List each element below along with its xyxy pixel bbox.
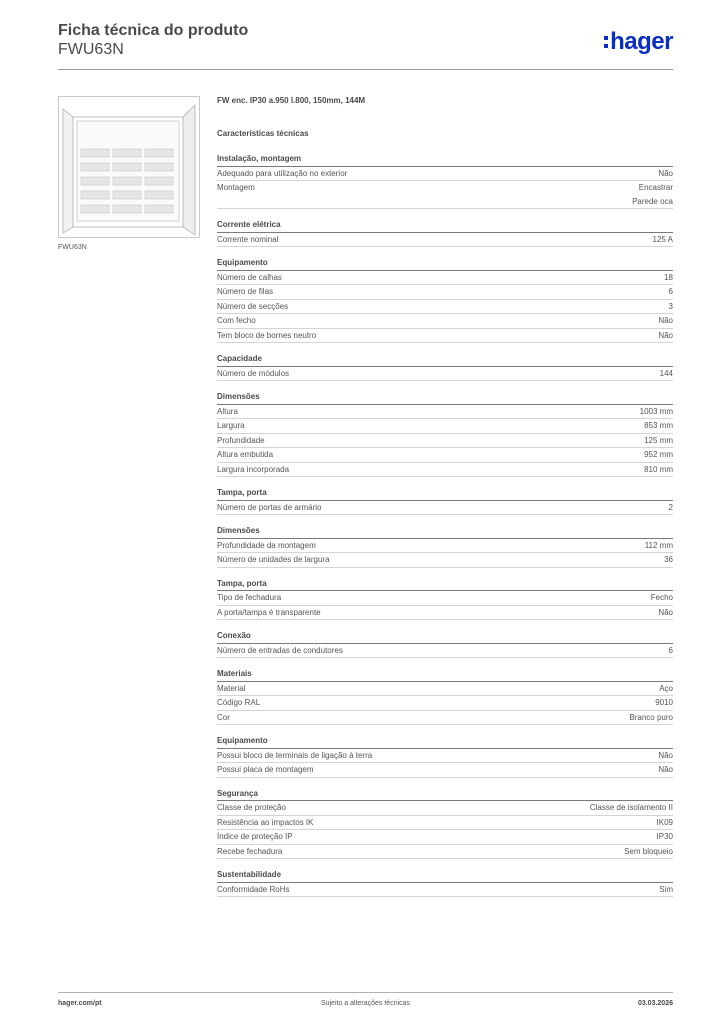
section-title: Tampa, porta [217,486,673,501]
spec-value [657,830,673,844]
section-title: Dimensões [217,524,673,539]
spec-value-line: 952 mm [644,450,673,459]
spec-value [644,419,673,433]
spec-value-line: 3 [668,301,673,311]
spec-label: Profundidade da montagem [217,540,316,550]
spec-row [217,300,673,315]
spec-row [217,696,673,711]
spec-value [669,644,673,658]
spec-row [217,329,673,344]
section-title: Sustentabilidade [217,868,673,883]
spec-row [217,285,673,300]
spec-label: Montagem [217,183,255,192]
spec-value [644,448,673,462]
section-title: Capacidade [217,352,673,367]
spec-value [644,434,673,448]
spec-label: Número de unidades de largura [217,555,330,564]
spec-row [217,644,673,659]
spec-row [217,448,673,463]
spec-value [657,816,673,830]
spec-label: Possui bloco de terminais de ligação à terra [217,750,373,760]
spec-value [645,539,673,553]
footer-disclaimer: Sujeito a alterações técnicas [320,1000,411,1007]
spec-row [217,501,673,516]
spec-row [217,434,673,449]
spec-label: Largura incorporada [217,464,290,474]
technical-content [217,96,673,906]
spec-value-line: 18 [664,272,673,282]
technical-characteristics-title: Características técnicas [217,129,309,138]
spec-label: Tem bloco de bornes neutro [217,330,317,340]
product-description: FW enc. IP30 a.950 l.800, 150mm, 144M [217,96,366,105]
spec-value-line: IK09 [656,817,673,827]
spec-value [660,367,673,381]
spec-value-line: Parede oca [632,196,673,206]
spec-value [590,801,673,815]
section-title: Instalação, montagem [217,152,673,167]
spec-row [217,233,673,248]
spec-value [629,711,673,725]
spec-value [640,405,673,419]
product-image [58,96,200,238]
spec-label: Número de secções [217,301,289,311]
hager-logo [604,28,673,56]
spec-value-line: Classe de isolamento II [589,803,673,812]
spec-label: Número de entradas de condutores [217,645,343,655]
spec-value [659,883,673,897]
spec-label: Adequado para utilização no exterior [217,168,348,178]
spec-value-line: Não [658,750,673,760]
footer-website: hager.com/pt [58,1000,102,1007]
spec-value-line: Fecho [650,593,673,602]
spec-value [632,181,673,208]
spec-section [217,667,673,725]
spec-section [217,734,673,778]
spec-row [217,181,673,209]
spec-section [217,390,673,477]
spec-row [217,606,673,621]
spec-label: Número de portas de armário [217,502,322,512]
spec-value-line: 2 [668,502,673,512]
spec-row [217,801,673,816]
spec-row [217,539,673,554]
spec-value [655,696,673,710]
section-title: Conexão [217,629,673,644]
spec-label: Material [217,683,246,693]
spec-value-line: 125 A [652,234,673,244]
spec-value-line: Não [658,168,673,178]
spec-value-line: 9010 [655,698,673,707]
spec-row [217,749,673,764]
spec-value [658,167,673,181]
spec-label: Código RAL [217,698,261,707]
spec-row [217,816,673,831]
spec-value-line: Não [658,316,673,325]
spec-value [658,329,673,343]
spec-value [664,553,673,567]
spec-section [217,352,673,381]
section-title: Corrente elétrica [217,218,673,233]
spec-label: Largura [217,421,245,430]
spec-value-line: 853 mm [644,421,673,430]
spec-row [217,682,673,697]
spec-value-line: Sim [659,884,673,894]
spec-row [217,711,673,726]
spec-value-line: Sem bloqueio [624,846,673,856]
spec-row [217,314,673,329]
product-code: FWU63N [58,41,124,58]
spec-value [669,285,673,299]
spec-section [217,577,673,621]
spec-value [624,845,673,859]
spec-value [658,606,673,620]
spec-section [217,256,673,343]
spec-row [217,883,673,898]
spec-row [217,271,673,286]
spec-value-line: 36 [664,555,673,564]
spec-row [217,463,673,478]
spec-label: A porta/tampa é transparente [217,607,321,617]
spec-label: Recebe fechadura [217,846,283,856]
spec-label: Possui placa de montagem [217,765,314,774]
spec-value-line: Não [658,765,673,774]
spec-label: Número de filas [217,287,274,296]
spec-label: Altura [217,406,238,416]
spec-value-line: 6 [668,645,673,655]
logo-text: hager [610,28,673,55]
spec-value [658,749,673,763]
spec-value-line: 6 [668,287,673,296]
logo-dots-icon [604,34,608,50]
page-header [58,20,673,70]
spec-sections [217,152,673,897]
spec-label: Índice de proteção IP [217,832,293,841]
spec-section [217,218,673,247]
spec-value-line: 144 [659,368,673,378]
cabinet-illustration [59,97,199,237]
spec-value [664,271,673,285]
spec-row [217,419,673,434]
spec-row [217,553,673,568]
spec-label: Classe de proteção [217,803,286,812]
spec-value-line: Branco puro [629,712,673,722]
spec-value-line: 112 mm [644,540,673,550]
spec-row [217,845,673,860]
spec-section [217,486,673,515]
spec-label: Conformidade RoHs [217,884,290,894]
spec-section [217,524,673,568]
section-title: Materiais [217,667,673,682]
spec-value [651,591,673,605]
spec-value-line: 810 mm [644,464,673,474]
spec-label: Número de módulos [217,368,290,378]
section-title: Equipamento [217,256,673,271]
spec-value [669,300,673,314]
spec-value-line: Aço [659,683,673,693]
spec-value-line: IP30 [656,832,673,841]
section-title: Segurança [217,787,673,802]
section-title: Dimensões [217,390,673,405]
spec-value [658,763,673,777]
spec-row [217,405,673,420]
spec-row [217,367,673,382]
spec-value-line: 125 mm [644,435,673,445]
spec-row [217,830,673,845]
page-footer [58,992,673,1012]
spec-value [653,233,673,247]
section-title: Tampa, porta [217,577,673,592]
spec-label: Corrente nominal [217,234,279,244]
page-title: Ficha técnica do produto [58,22,249,39]
spec-value [658,314,673,328]
spec-section [217,152,673,209]
spec-value [644,463,673,477]
spec-label: Tipo de fechadura [217,593,282,602]
spec-value-line: Não [658,607,673,617]
image-caption: FWU63N [58,244,87,251]
spec-value-line: 1003 mm [639,406,673,416]
spec-label: Profundidade [217,435,265,445]
spec-section [217,629,673,658]
spec-label: Com fecho [217,316,256,325]
section-title: Equipamento [217,734,673,749]
spec-value-line: Encastrar [638,183,673,192]
spec-row [217,167,673,182]
spec-row [217,591,673,606]
spec-row [217,763,673,778]
spec-label: Altura embutida [217,450,274,459]
spec-label: Cor [217,712,230,722]
footer-date: 03.03.2026 [637,1000,673,1007]
spec-value-line: Não [658,330,673,340]
spec-label: Resistência ao impactos IK [217,817,314,827]
spec-label: Número de calhas [217,272,282,282]
spec-section [217,787,673,860]
spec-value [659,682,673,696]
spec-value [669,501,673,515]
spec-section [217,868,673,897]
